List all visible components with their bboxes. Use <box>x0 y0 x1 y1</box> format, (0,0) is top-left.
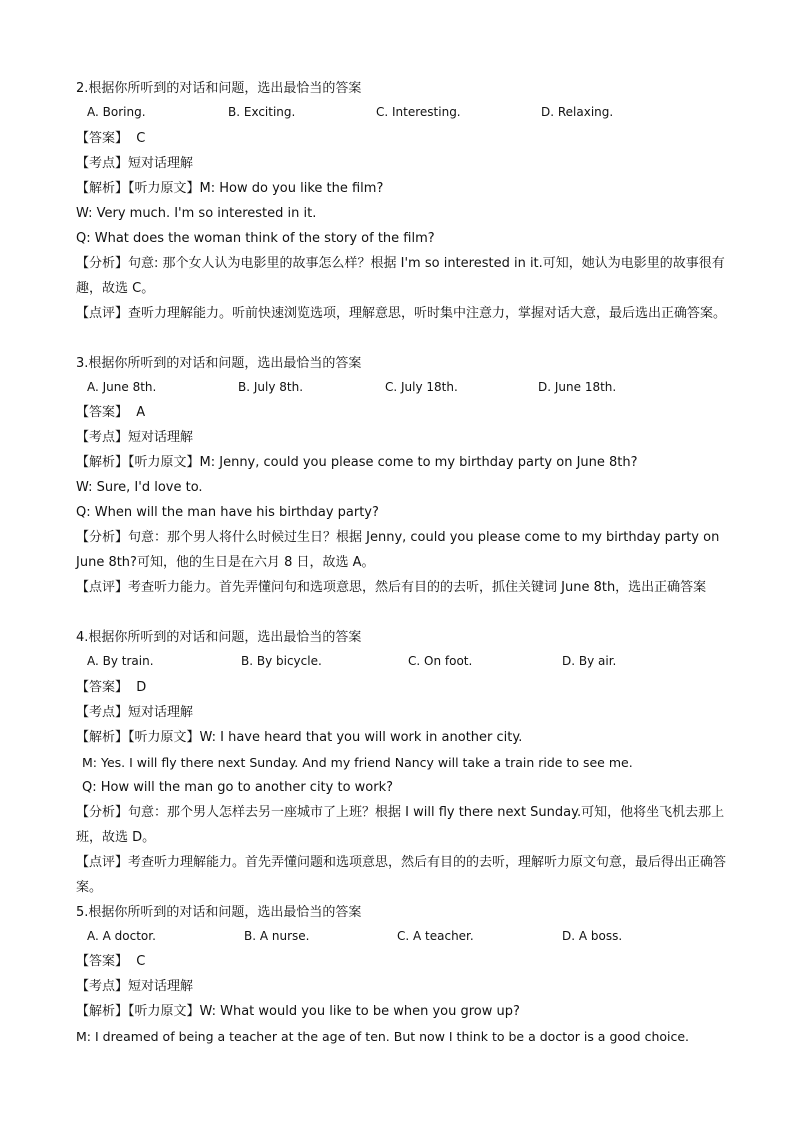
transcript-line: Q: How will the man go to another city to work? <box>82 780 394 795</box>
transcript-line: M: How do you like the film? <box>199 181 384 196</box>
point-label: 【考点】 <box>76 430 129 445</box>
option-a: A. By train. <box>87 654 154 668</box>
point-value: 短对话理解 <box>128 430 194 445</box>
analysis-label: 【解析】【听力原文】 <box>76 455 200 470</box>
question-stem: 5.根据你所听到的对话和问题，选出最恰当的答案 <box>76 905 362 920</box>
point-label: 【考点】 <box>76 979 129 994</box>
answer-value: C <box>136 954 146 969</box>
point-value: 短对话理解 <box>128 979 194 994</box>
option-d: D. A boss. <box>562 929 623 943</box>
answer-line <box>76 400 736 425</box>
option-a: A. June 8th. <box>87 380 157 394</box>
option-a: A. Boring. <box>87 105 146 119</box>
fenxi-paragraph: 【分析】句意：那个男人将什么时候过生日？根据 Jenny, could you please come to my birthday party on June 8th?可知，他的生日是在六月 8 日，故选 A。 <box>76 530 720 570</box>
option-a: A. A doctor. <box>87 929 156 943</box>
answer-label: 【答案】 <box>76 405 129 420</box>
analysis-label: 【解析】【听力原文】 <box>76 181 200 196</box>
option-c: C. A teacher. <box>397 929 474 943</box>
answer-label: 【答案】 <box>76 131 129 146</box>
answer-value: A <box>136 405 146 420</box>
option-c: C. July 18th. <box>385 380 458 394</box>
answer-label: 【答案】 <box>76 680 129 695</box>
transcript-line: M: Yes. I will fly there next Sunday. And my friend Nancy will take a train ride to see me. <box>82 755 633 770</box>
point-line <box>76 151 736 176</box>
point-value: 短对话理解 <box>128 156 194 171</box>
analysis-line <box>76 176 736 201</box>
analysis-label: 【解析】【听力原文】 <box>76 1004 200 1019</box>
dianping-paragraph: 【点评】考查听力理解能力。首先弄懂问题和选项意思，然后有目的的去听，理解听力原文句意，最后得出正确答案。 <box>76 855 727 895</box>
option-d: D. Relaxing. <box>541 105 614 119</box>
point-line <box>76 974 736 999</box>
transcript-line: Q: What does the woman think of the story of the film? <box>76 231 435 246</box>
question-stem: 3.根据你所听到的对话和问题，选出最恰当的答案 <box>76 356 362 371</box>
option-c: C. Interesting. <box>376 105 461 119</box>
option-b: B. By bicycle. <box>241 654 322 668</box>
point-line <box>76 425 736 450</box>
answer-line <box>76 949 736 974</box>
option-d: D. June 18th. <box>538 380 617 394</box>
fenxi-paragraph: 【分析】句意: 那个女人认为电影里的故事怎么样？根据 I'm so interested in it.可知，她认为电影里的故事很有趣，故选 C。 <box>76 256 725 296</box>
transcript-line: W: What would you like to be when you grow up? <box>199 1004 520 1019</box>
answer-label: 【答案】 <box>76 954 129 969</box>
dianping-paragraph: 【点评】查听力理解能力。听前快速浏览选项，理解意思，听时集中注意力，掌握对话大意，最后选出正确答案。 <box>76 306 727 321</box>
analysis-line <box>76 450 736 475</box>
transcript-line: W: Sure, I'd love to. <box>76 480 203 495</box>
transcript-line: W: I have heard that you will work in another city. <box>199 730 523 745</box>
option-c: C. On foot. <box>408 654 473 668</box>
question-stem: 2.根据你所听到的对话和问题，选出最恰当的答案 <box>76 81 362 96</box>
analysis-line <box>76 999 736 1024</box>
option-d: D. By air. <box>562 654 617 668</box>
analysis-line <box>76 725 736 750</box>
option-b: B. July 8th. <box>238 380 304 394</box>
transcript-line: Q: When will the man have his birthday party? <box>76 505 379 520</box>
analysis-label: 【解析】【听力原文】 <box>76 730 200 745</box>
transcript-line: M: Jenny, could you please come to my birthday party on June 8th? <box>199 455 638 470</box>
answer-line <box>76 675 736 700</box>
dianping-paragraph: 【点评】考查听力能力。首先弄懂问句和选项意思，然后有目的的去听，抓住关键词 June 8th，选出正确答案 <box>76 580 707 595</box>
answer-value: C <box>136 131 146 146</box>
option-b: B. A nurse. <box>244 929 310 943</box>
point-label: 【考点】 <box>76 705 129 720</box>
point-label: 【考点】 <box>76 156 129 171</box>
answer-value: D <box>136 680 147 695</box>
point-line <box>76 700 736 725</box>
option-b: B. Exciting. <box>228 105 296 119</box>
question-stem: 4.根据你所听到的对话和问题，选出最恰当的答案 <box>76 630 362 645</box>
fenxi-paragraph: 【分析】句意：那个男人怎样去另一座城市了上班？根据 I will fly there next Sunday.可知，他将坐飞机去那上班，故选 D。 <box>76 805 725 845</box>
transcript-line: M: I dreamed of being a teacher at the age of ten. But now I think to be a doctor is a good choice. <box>76 1029 690 1044</box>
transcript-line: W: Very much. I'm so interested in it. <box>76 206 317 221</box>
point-value: 短对话理解 <box>128 705 194 720</box>
answer-line <box>76 126 736 151</box>
